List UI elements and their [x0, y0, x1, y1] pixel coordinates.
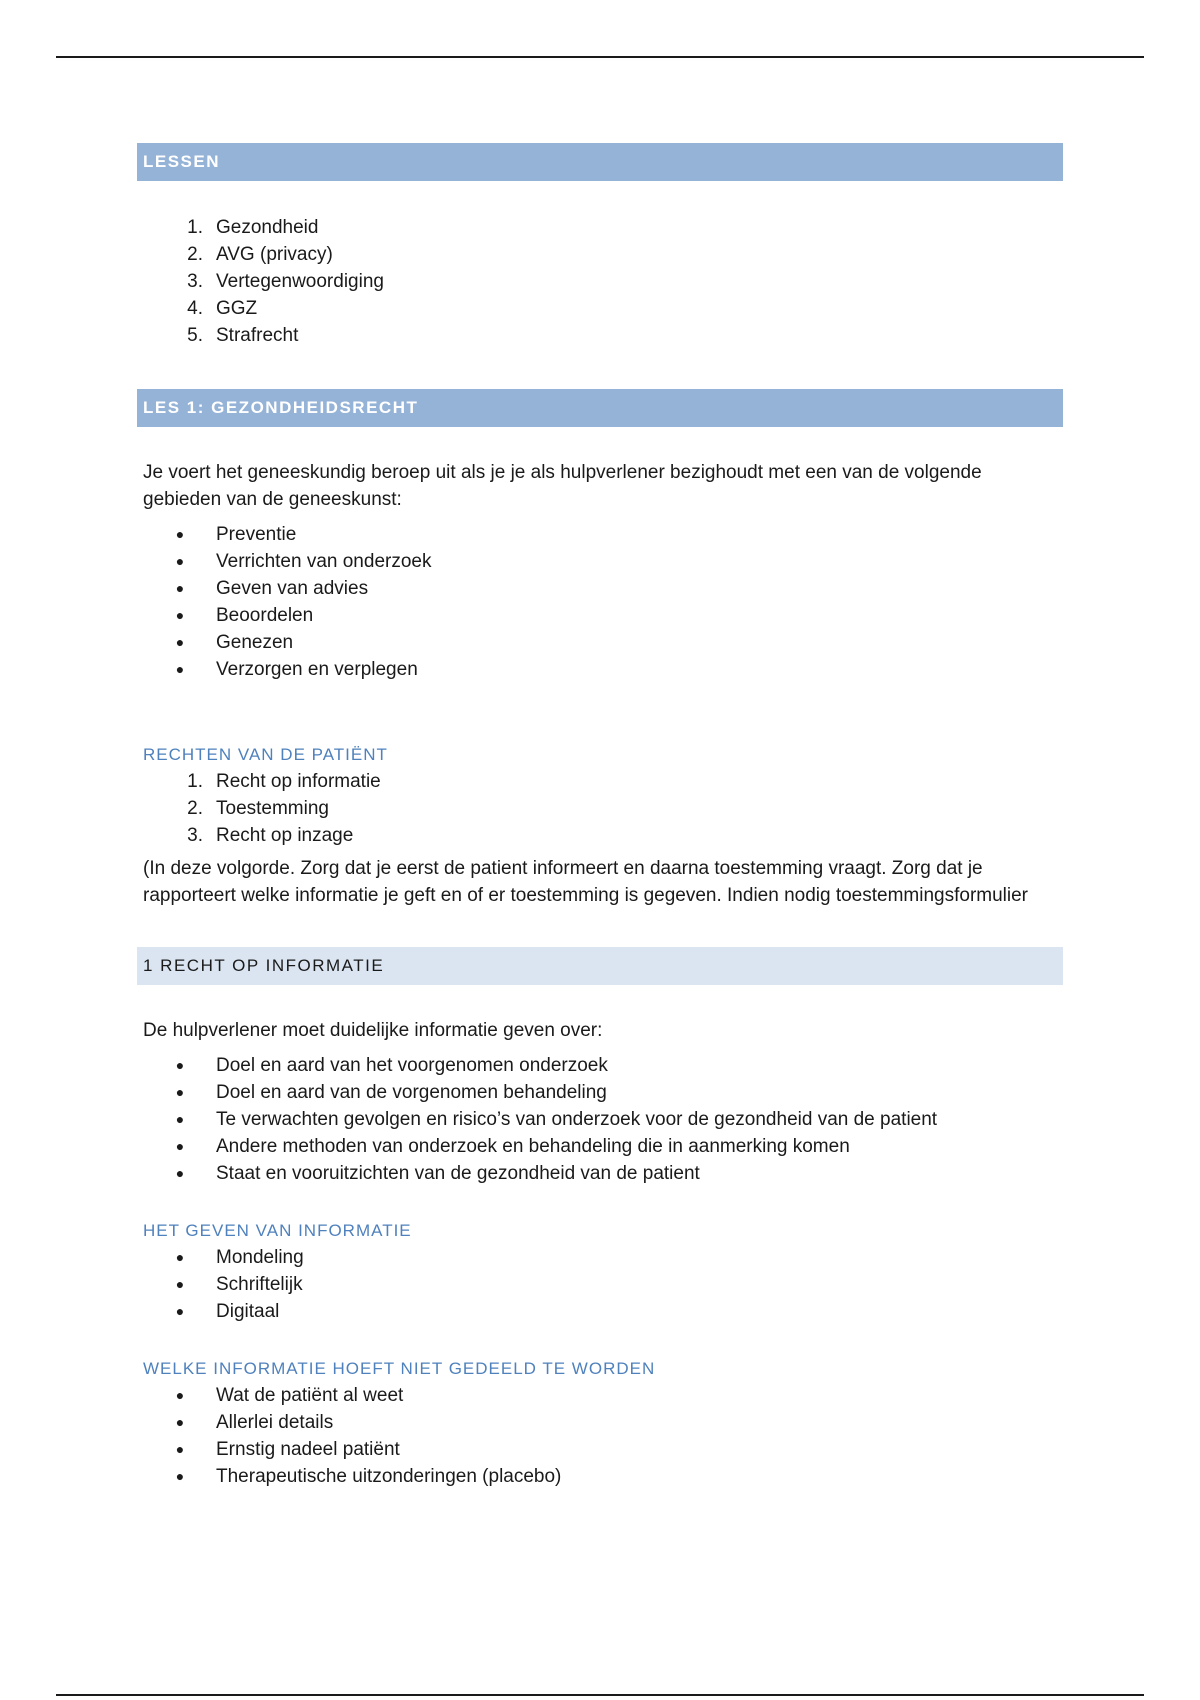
list-item: 3. Recht op inzage — [187, 825, 354, 846]
list-item: 2. AVG (privacy) — [187, 244, 333, 265]
list-item: ● Schriftelijk — [175, 1274, 303, 1295]
list-item: ● Therapeutische uitzonderingen (placebo) — [175, 1466, 562, 1487]
list-item: ● Preventie — [175, 524, 297, 545]
list-item: ● Beoordelen — [175, 605, 314, 626]
list-item: ● Ernstig nadeel patiënt — [175, 1439, 400, 1460]
list-item: 4. GGZ — [187, 298, 258, 319]
not-shared-heading: WELKE INFORMATIE HOEFT NIET GEDEELD TE WORDEN — [143, 1359, 656, 1378]
lessons-heading: LESSEN — [137, 143, 1063, 181]
les1-intro: Je voert het geneeskundig beroep uit als je je als hulpverlener bezighoudt met een van de volgende gebieden van de geneeskunst: — [143, 462, 982, 510]
list-item: ● Wat de patiënt al weet — [175, 1385, 404, 1406]
list-item: ● Allerlei details — [175, 1412, 334, 1433]
info-right-heading: 1 RECHT OP INFORMATIE — [137, 947, 1063, 985]
rights-list — [137, 768, 1063, 849]
document-body — [137, 143, 1063, 1490]
list-item: ● Geven van advies — [175, 578, 369, 599]
list-item: 1. Recht op informatie — [187, 771, 381, 792]
les1-heading: LES 1: GEZONDHEIDSRECHT — [137, 389, 1063, 427]
lessons-list — [137, 214, 1063, 349]
giving-info-list — [137, 1244, 1063, 1325]
list-item: 5. Strafrecht — [187, 325, 299, 346]
info-topics-list — [137, 1052, 1063, 1187]
list-item: ● Andere methoden van onderzoek en behandeling die in aanmerking komen — [175, 1136, 850, 1157]
list-item: ● Te verwachten gevolgen en risico’s van onderzoek voor de gezondheid van de patient — [175, 1109, 938, 1130]
list-item: ● Staat en vooruitzichten van de gezondheid van de patient — [175, 1163, 700, 1184]
list-item: ● Verzorgen en verplegen — [175, 659, 418, 680]
bottom-rule — [56, 1694, 1144, 1696]
list-item: ● Digitaal — [175, 1301, 280, 1322]
info-right-intro: De hulpverlener moet duidelijke informatie geven over: — [143, 1020, 603, 1041]
list-item: ● Doel en aard van het voorgenomen onderzoek — [175, 1055, 608, 1076]
list-item: 3. Vertegenwoordiging — [187, 271, 384, 292]
list-item: ● Genezen — [175, 632, 294, 653]
list-item: ● Mondeling — [175, 1247, 304, 1268]
not-shared-list — [137, 1382, 1063, 1490]
areas-list — [137, 521, 1063, 683]
list-item: 1. Gezondheid — [187, 217, 319, 238]
list-item: ● Verrichten van onderzoek — [175, 551, 432, 572]
list-item: 2. Toestemming — [187, 798, 329, 819]
giving-info-heading: HET GEVEN VAN INFORMATIE — [143, 1221, 412, 1240]
rights-note: (In deze volgorde. Zorg dat je eerst de patient informeert en daarna toestemming vraagt. Zorg dat je rapporteert welke informatie je geft en of er toestemming is gegeven. Indien nodig toestemmingsformulier — [143, 858, 1029, 906]
rights-heading: RECHTEN VAN DE PATIËNT — [143, 745, 388, 764]
top-rule — [56, 56, 1144, 58]
list-item: ● Doel en aard van de vorgenomen behandeling — [175, 1082, 607, 1103]
